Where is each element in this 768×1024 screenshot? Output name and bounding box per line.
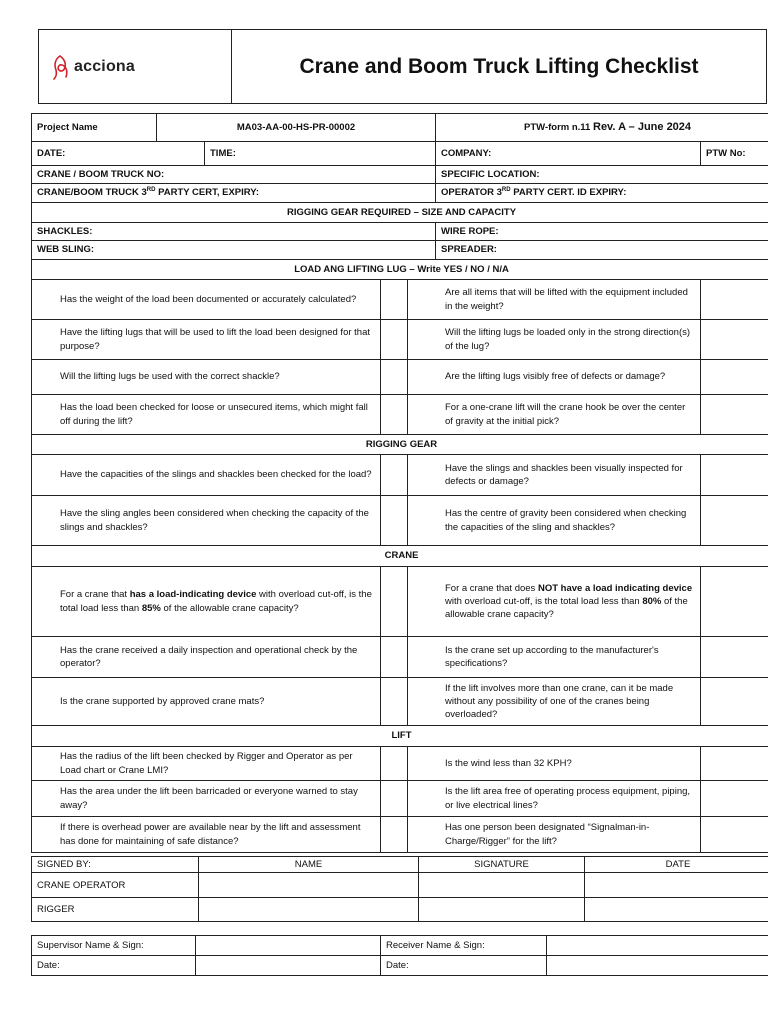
question-row — [32, 320, 768, 360]
logo-box — [39, 30, 232, 103]
receiver-sign-cell[interactable] — [547, 936, 768, 956]
checklist-table — [31, 113, 768, 853]
question-text: For a crane that has a load-indicating device with overload cut-off, is the total load less than 85% of the allowable crane capacity? — [32, 567, 381, 637]
question-text: Is the crane supported by approved crane mats? — [32, 678, 381, 726]
question-text: Are all items that will be lifted with the equipment included in the weight? — [408, 280, 701, 320]
signoff-table — [31, 856, 768, 922]
ptw-no-field[interactable]: PTW No: — [701, 142, 768, 166]
question-text: For a one-crane lift will the crane hook be over the center of gravity at the initial pick? — [408, 395, 701, 435]
crane-operator-signature-cell[interactable] — [419, 873, 585, 898]
question-row — [32, 637, 768, 678]
date-header: DATE — [585, 857, 768, 873]
truck-cert-field[interactable]: CRANE/BOOM TRUCK 3RD PARTY CERT, EXPIRY: — [32, 184, 436, 202]
rigger-label: RIGGER — [32, 898, 199, 922]
date-row — [32, 142, 768, 166]
question-text: Will the lifting lugs be loaded only in the strong direction(s) of the lug? — [408, 320, 701, 360]
time-field[interactable]: TIME: — [205, 142, 436, 166]
answer-cell[interactable] — [701, 678, 768, 726]
truck-no-field[interactable]: CRANE / BOOM TRUCK NO: — [32, 166, 436, 184]
question-text: Has the load been checked for loose or unsecured items, which might fall off during the lift? — [32, 395, 381, 435]
web-sling-row — [32, 241, 768, 260]
revision: Rev. A – June 2024 — [593, 120, 692, 133]
rigging-req-heading-row — [32, 202, 768, 222]
answer-cell[interactable] — [701, 567, 768, 637]
name-header: NAME — [199, 857, 419, 873]
signed-by-label: SIGNED BY: — [32, 857, 199, 873]
web-sling-field[interactable]: WEB SLING: — [32, 241, 436, 260]
ptw-form-cell — [436, 114, 768, 142]
answer-cell[interactable] — [701, 747, 768, 781]
question-row — [32, 817, 768, 853]
question-row — [32, 678, 768, 726]
supervisor-table — [31, 935, 768, 976]
truck-row — [32, 166, 768, 184]
answer-cell[interactable] — [701, 360, 768, 395]
question-row — [32, 496, 768, 546]
question-text: Have the slings and shackles been visually inspected for defects or damage? — [408, 455, 701, 496]
wire-rope-field[interactable]: WIRE ROPE: — [436, 222, 768, 240]
company-field[interactable]: COMPANY: — [436, 142, 701, 166]
date-field[interactable]: DATE: — [32, 142, 205, 166]
question-row — [32, 395, 768, 435]
question-text: Has the radius of the lift been checked by Rigger and Operator as per Load chart or Crane LMI? — [32, 747, 381, 781]
supervisor-row — [32, 936, 768, 956]
question-text: Have the lifting lugs that will be used to lift the load been designed for that purpose? — [32, 320, 381, 360]
question-text: Is the wind less than 32 KPH? — [408, 747, 701, 781]
rigger-date-cell[interactable] — [585, 898, 768, 922]
receiver-date-label: Date: — [381, 956, 547, 976]
load-heading: LOAD ANG LIFTING LUG – Write YES / NO / N/A — [32, 260, 768, 280]
lift-heading-row — [32, 726, 768, 747]
logo-text: acciona — [74, 57, 135, 75]
answer-cell[interactable] — [381, 637, 408, 678]
answer-cell[interactable] — [381, 567, 408, 637]
receiver-label: Receiver Name & Sign: — [381, 936, 547, 956]
answer-cell[interactable] — [381, 455, 408, 496]
ptw-form: PTW-form n.11 — [524, 121, 591, 133]
answer-cell[interactable] — [381, 320, 408, 360]
question-row — [32, 781, 768, 817]
shackles-field[interactable]: SHACKLES: — [32, 222, 436, 240]
question-text: Has the weight of the load been documented or accurately calculated? — [32, 280, 381, 320]
supervisor-date-label: Date: — [32, 956, 196, 976]
question-row — [32, 360, 768, 395]
acciona-logo-icon — [51, 53, 71, 81]
question-text: Are the lifting lugs visibly free of defects or damage? — [408, 360, 701, 395]
answer-cell[interactable] — [701, 455, 768, 496]
operator-cert-field[interactable]: OPERATOR 3RD PARTY CERT. ID EXPIRY: — [436, 184, 768, 202]
location-field[interactable]: SPECIFIC LOCATION: — [436, 166, 768, 184]
rigging-heading: RIGGING GEAR — [32, 435, 768, 455]
page-title: Crane and Boom Truck Lifting Checklist — [299, 54, 699, 78]
question-text: Is the lift area free of operating process equipment, piping, or live electrical lines? — [408, 781, 701, 817]
rigger-signature-cell[interactable] — [419, 898, 585, 922]
question-text: If the lift involves more than one crane, can it be made without any possibility of one of the cranes being overloaded? — [408, 678, 701, 726]
supervisor-date-row — [32, 956, 768, 976]
answer-cell[interactable] — [381, 360, 408, 395]
answer-cell[interactable] — [701, 496, 768, 546]
signoff-header-row — [32, 857, 768, 873]
crane-operator-date-cell[interactable] — [585, 873, 768, 898]
project-name-label: Project Name — [32, 114, 157, 142]
rigging-heading-row — [32, 435, 768, 455]
crane-operator-row — [32, 873, 768, 898]
load-heading-row — [32, 260, 768, 280]
question-text: Have the sling angles been considered when checking the capacity of the slings and shackles? — [32, 496, 381, 546]
question-text: Has the centre of gravity been considered when checking the capacities of the sling and shackles? — [408, 496, 701, 546]
answer-cell[interactable] — [381, 395, 408, 435]
answer-cell[interactable] — [701, 781, 768, 817]
question-text: Is the crane set up according to the manufacturer's specifications? — [408, 637, 701, 678]
question-text: For a crane that does NOT have a load indicating device with overload cut-off, is the total load less than 80% of the allowable crane capacity? — [408, 567, 701, 637]
answer-cell[interactable] — [381, 496, 408, 546]
cert-row — [32, 184, 768, 202]
answer-cell[interactable] — [701, 817, 768, 853]
answer-cell[interactable] — [381, 747, 408, 781]
supervisor-label: Supervisor Name & Sign: — [32, 936, 196, 956]
shackles-row — [32, 222, 768, 240]
answer-cell[interactable] — [381, 280, 408, 320]
receiver-date-cell[interactable] — [547, 956, 768, 976]
question-row — [32, 455, 768, 496]
question-text: Has the crane received a daily inspection and operational check by the operator? — [32, 637, 381, 678]
supervisor-date-cell[interactable] — [196, 956, 381, 976]
question-row — [32, 567, 768, 637]
question-row — [32, 280, 768, 320]
question-text: If there is overhead power are available near by the lift and assessment has done for maintaining of safe distance? — [32, 817, 381, 853]
doc-code: MA03-AA-00-HS-PR-00002 — [157, 114, 436, 142]
crane-operator-label: CRANE OPERATOR — [32, 873, 199, 898]
answer-cell[interactable] — [381, 678, 408, 726]
answer-cell[interactable] — [381, 781, 408, 817]
question-text: Have the capacities of the slings and shackles been checked for the load? — [32, 455, 381, 496]
crane-heading: CRANE — [32, 546, 768, 567]
answer-cell[interactable] — [701, 320, 768, 360]
question-text: Has one person been designated “Signalman-in-Charge/Rigger” for the lift? — [408, 817, 701, 853]
rigging-req-heading: RIGGING GEAR REQUIRED – SIZE AND CAPACITY — [32, 202, 768, 222]
answer-cell[interactable] — [701, 637, 768, 678]
spreader-field[interactable]: SPREADER: — [436, 241, 768, 260]
rigger-name-cell[interactable] — [199, 898, 419, 922]
question-text: Will the lifting lugs be used with the correct shackle? — [32, 360, 381, 395]
crane-operator-name-cell[interactable] — [199, 873, 419, 898]
answer-cell[interactable] — [701, 395, 768, 435]
crane-heading-row — [32, 546, 768, 567]
lift-heading: LIFT — [32, 726, 768, 747]
rigger-row — [32, 898, 768, 922]
supervisor-sign-cell[interactable] — [196, 936, 381, 956]
signature-header: SIGNATURE — [419, 857, 585, 873]
answer-cell[interactable] — [701, 280, 768, 320]
question-row — [32, 747, 768, 781]
project-row — [32, 114, 768, 142]
document-header — [38, 29, 767, 104]
answer-cell[interactable] — [381, 817, 408, 853]
question-text: Has the area under the lift been barricaded or everyone warned to stay away? — [32, 781, 381, 817]
